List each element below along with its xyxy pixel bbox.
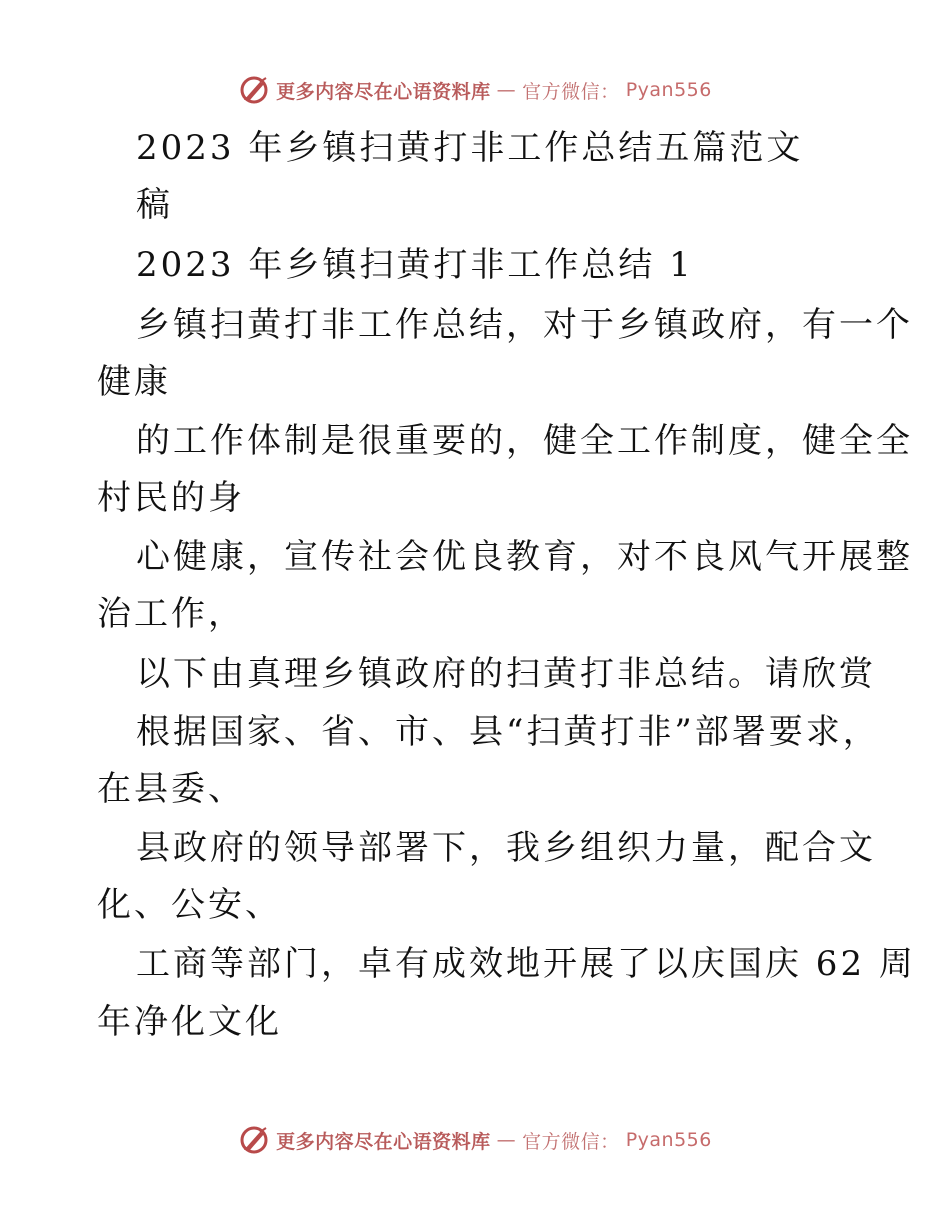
paragraph-line: 治工作， [97,594,245,634]
paragraph-line: 的工作体制是很重要的，健全工作制度，健全全 [136,421,913,461]
section-heading: 2023 年乡镇扫黄打非工作总结 1 [136,245,694,285]
banner-content [238,1124,712,1156]
banner-dash: — [496,79,517,101]
banner-title: 更多内容尽在心语资料库 [276,1130,491,1153]
paragraph-line: 以下由真理乡镇政府的扫黄打非总结。请欣赏 [136,654,876,694]
paragraph-line: 县政府的领导部署下，我乡组织力量，配合文 [136,828,876,868]
banner-wechat-id: Pyan556 [625,1129,712,1151]
document-title: 2023 年乡镇扫黄打非工作总结五篇范文 [136,128,804,168]
banner-title: 更多内容尽在心语资料库 [276,80,491,103]
document-title-continued: 稿 [136,185,173,225]
paragraph-line: 乡镇扫黄打非工作总结，对于乡镇政府，有一个 [136,305,913,345]
banner-dash: — [496,1129,517,1151]
quill-logo-icon [238,74,270,106]
paragraph-line: 化、公安、 [97,885,282,925]
banner-wechat-id: Pyan556 [625,79,712,101]
banner-wechat-label: 官方微信： [522,80,620,103]
paragraph-line: 村民的身 [97,478,245,518]
footer-banner [0,1120,950,1160]
banner-wechat-label: 官方微信： [522,1130,620,1153]
banner-content [238,74,712,106]
paragraph-line: 在县委、 [97,769,245,809]
paragraph-line: 心健康，宣传社会优良教育，对不良风气开展整 [136,537,913,577]
paragraph-line: 根据国家、省、市、县“扫黄打非”部署要求， [136,712,880,752]
header-banner [0,70,950,110]
quill-logo-icon [238,1124,270,1156]
paragraph-line: 健康 [97,362,171,402]
paragraph-line: 年净化文化 [97,1002,282,1042]
paragraph-line: 工商等部门，卓有成效地开展了以庆国庆 62 周 [136,944,916,984]
